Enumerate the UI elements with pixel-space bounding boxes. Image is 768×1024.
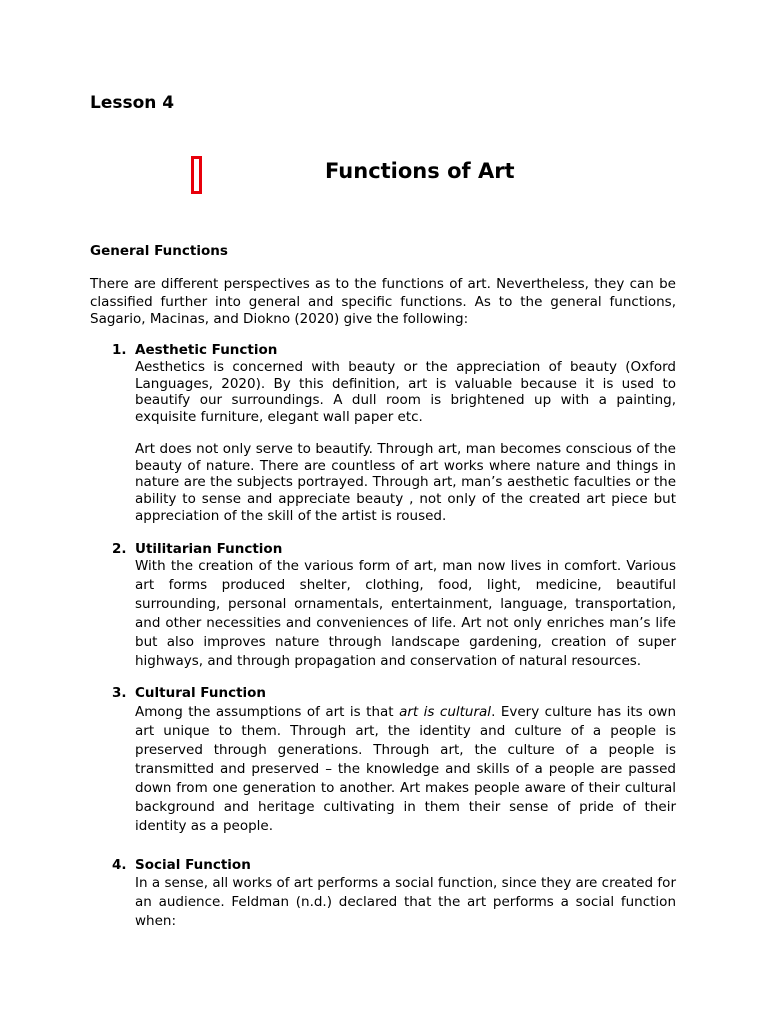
item-title: Cultural Function [135, 685, 267, 701]
item-title: Utilitarian Function [135, 541, 283, 557]
missing-glyph-box [191, 156, 202, 194]
emphasis-text: art is cultural [399, 704, 492, 720]
item-paragraph: In a sense, all works of art performs a social function, since they are created for an audience. Feldman (n.d.) declared that the art performs a social function when: [135, 875, 676, 929]
item-paragraph: With the creation of the various form of art, man now lives in comfort. Various art forms produced shelter, clothing, food, light, medicine, beautiful surrounding, personal ornamentals, entertainment, language, transportation, and other necessities and conveniences of life. Art not only enriches man’s life but also improves nature through landscape gardening, creation of super highways, and through propagation and conservation of natural resources. [135, 558, 676, 669]
section-heading-general: General Functions [90, 243, 228, 259]
page-title: Functions of Art [325, 159, 515, 183]
text-segment: . Every culture has its own art unique to them. Through art, the identity and culture of a people is preserved through generations. Through art, the culture of a people is transmitted and preserved – the knowledge and skills of a people are passed down from one generation to another. Art makes people aware of their cultural background and heritage cultivating in them their sense of pride of their identity as a people. [135, 704, 677, 834]
list-number: 1. [112, 342, 127, 358]
item-paragraph: Aesthetics is concerned with beauty or the appreciation of beauty (Oxford Languages, 2020). By this definition, art is valuable because it is used to beautify our surroundings. A dull room is brightened up with a painting, exquisite furniture, elegant wall paper etc. [135, 359, 676, 426]
item-paragraph: Art does not only serve to beautify. Through art, man becomes conscious of the beauty of nature. There are countless of art works where nature and things in nature are the subjects portrayed. Through art, man’s aesthetic faculties or the ability to sense and appreciate beauty , not only of the created art piece but appreciation of the skill of the artist is roused. [135, 441, 676, 524]
item-title: Social Function [135, 857, 251, 873]
intro-paragraph: There are different perspectives as to the functions of art. Nevertheless, they can be classified further into general and specific functions. As to the general functions, Sagario, Macinas, and Diokno (2020) give the following: [90, 276, 676, 327]
list-number: 4. [112, 857, 127, 873]
item-paragraph [135, 703, 676, 836]
lesson-label: Lesson 4 [90, 93, 175, 113]
text-segment: Among the assumptions of art is that [135, 704, 400, 720]
list-number: 2. [112, 541, 127, 557]
list-number: 3. [112, 685, 127, 701]
item-title: Aesthetic Function [135, 342, 278, 358]
